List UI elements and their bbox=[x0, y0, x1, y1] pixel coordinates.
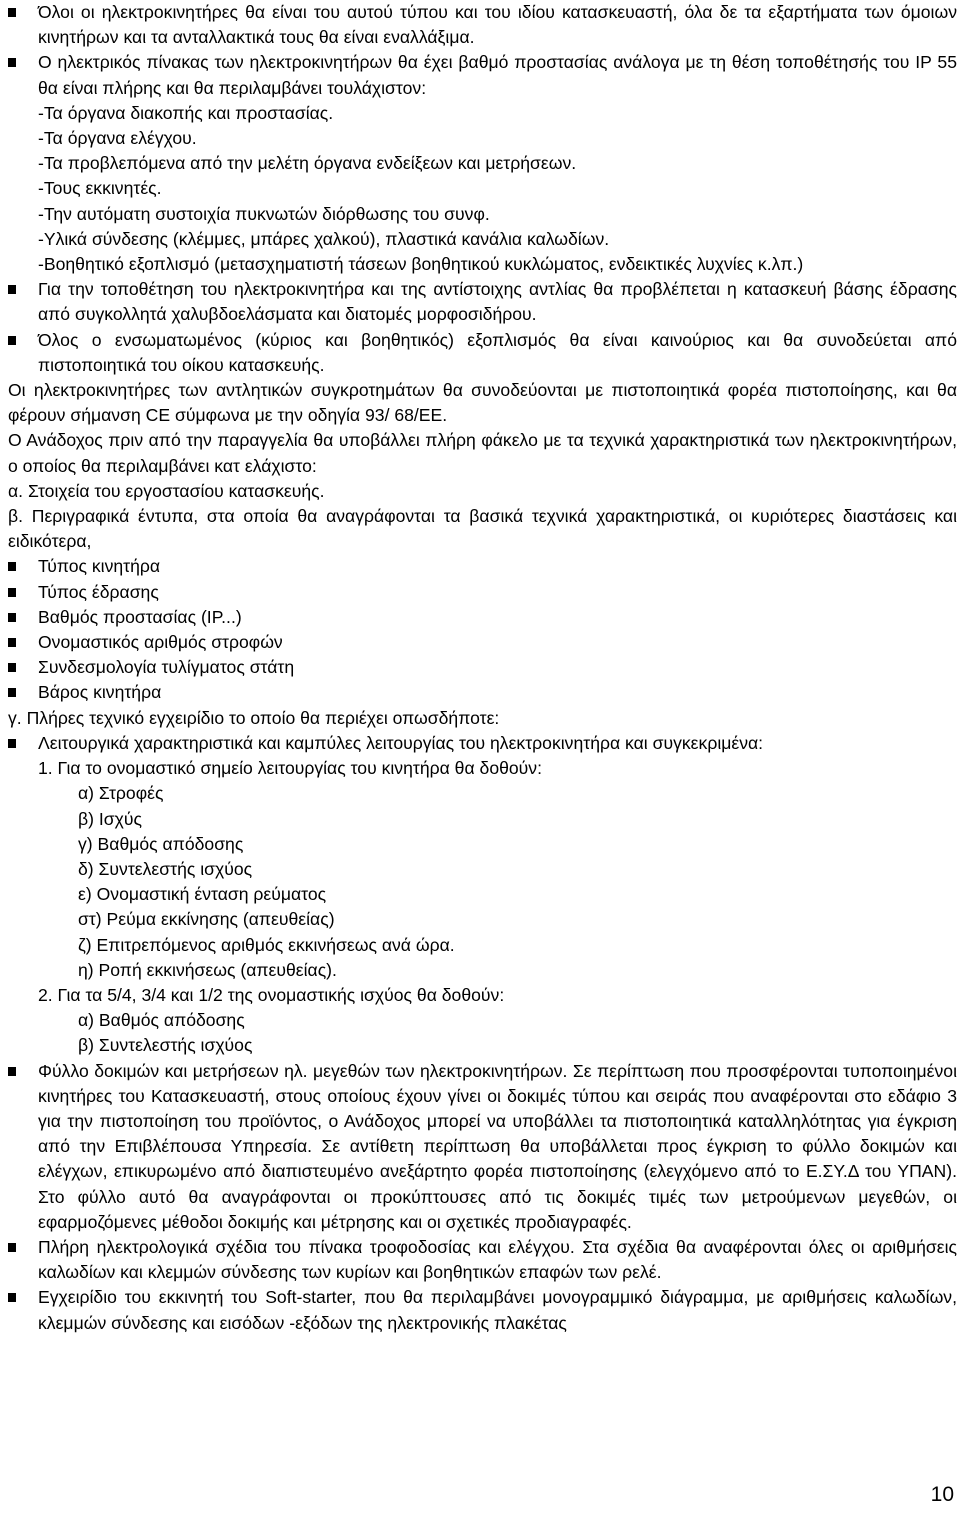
bullet-test-sheet: Φύλλο δοκιμών και μετρήσεων ηλ. μεγεθών των ηλεκτροκινητήρων. Σε περίπτωση που προσφέρονται τυποποιημένοι κινητήρες του Κατασκευαστή, στους οποίους έχουν γίνει οι δοκιμές τύπου και σειράς που αναφέρονται στο εδάφιο 3 για την πιστοποίηση του προϊόντος, ο Ανάδοχος μπορεί να υποβάλλει τα πιστοποιητικά καταλληλότητας για έγκριση από την Επιβλέπουσα Υπηρεσία. Σε αντίθετη περίπτωση θα υποβάλλεται προς έγκριση το φύλλο δοκιμών και ελέγχων, επικυρωμένο από διαπιστευμένο ανεξάρτητο φορέα πιστοποίησης (ελεγχόμενο από το Ε.ΣΥ.Δ του ΥΠΑΝ). Στο φύλλο αυτό θα αναγράφονται οι προκύπτουσες από τις δοκιμές τιμές των μετρούμενων μεγεθών, οι εφαρμοζόμενες μέθοδοι δοκιμής και μέτρησης και οι σχετικές προδιαγραφές. bbox=[8, 1059, 957, 1235]
bullet-new-equipment: Όλος ο ενσωματωμένος (κύριος και βοηθητικός) εξοπλισμός θα είναι καινούριος και θα συνοδεύεται από πιστοποιητικά του οίκου κατασκευής. bbox=[8, 328, 957, 378]
sub-item: η) Ροπή εκκινήσεως (απευθείας). bbox=[78, 959, 337, 980]
item-b: β. Περιγραφικά έντυπα, στα οποία θα αναγράφονται τα βασικά τεχνικά χαρακτηριστικά, οι κυριότερες διαστάσεις και ειδικότερα, bbox=[8, 506, 957, 552]
sub-item: στ) Ρεύμα εκκίνησης (απευθείας) bbox=[78, 909, 335, 930]
sub-item: ε) Ονομαστική ένταση ρεύματος bbox=[78, 884, 327, 905]
page-number: 10 bbox=[930, 1483, 954, 1506]
square-bullet-icon bbox=[8, 1067, 16, 1076]
panel-item: -Τα όργανα διακοπής και προστασίας. bbox=[38, 102, 334, 123]
panel-item: -Την αυτόματη συστοιχία πυκνωτών διόρθωσης του συνφ. bbox=[38, 203, 490, 224]
sub-item: α) Στροφές bbox=[78, 783, 164, 804]
item-c: γ. Πλήρες τεχνικό εγχειρίδιο το οποίο θα περιέχει οπωσδήποτε: bbox=[8, 707, 500, 728]
sub-item: γ) Βαθμός απόδοσης bbox=[78, 833, 244, 854]
numbered-item-2: 2. Για τα 5/4, 3/4 και 1/2 της ονομαστικής ισχύος θα δοθούν: bbox=[38, 984, 505, 1005]
bullet-motors-same-type: Όλοι οι ηλεκτροκινητήρες θα είναι του αυτού τύπου και του ιδίου κατασκευαστή, όλα δε τα εξαρτήματα των όμοιων κινητήρων και τα ανταλλακτικά τους θα είναι εναλλάξιμα. bbox=[8, 0, 957, 50]
sub-item: ζ) Επιτρεπόμενος αριθμός εκκινήσεως ανά ώρα. bbox=[78, 934, 455, 955]
bullet-soft-starter-manual: Εγχειρίδιο του εκκινητή του Soft-starter, που θα περιλαμβάνει μονογραμμικό διάγραμμα, με αριθμήσεις καλωδίων, κλεμμών σύνδεσης και εισόδων -εξόδων της ηλεκτρονικής πλακέτας bbox=[8, 1285, 957, 1335]
panel-item: -Τα όργανα ελέγχου. bbox=[38, 128, 197, 149]
square-bullet-icon bbox=[8, 613, 16, 622]
sub-item: δ) Συντελεστής ισχύος bbox=[78, 858, 253, 879]
spec-bullet: Τύπος κινητήρα bbox=[8, 554, 957, 579]
square-bullet-icon bbox=[8, 562, 16, 571]
bullet-electrical-drawings: Πλήρη ηλεκτρολογικά σχέδια του πίνακα τροφοδοσίας και ελέγχου. Στα σχέδια θα αναφέρονται όλες οι αριθμήσεις καλωδίων και κλεμμών σύνδεσης των κυρίων και βοηθητικών επαφών των ρελέ. bbox=[8, 1235, 957, 1285]
square-bullet-icon bbox=[8, 688, 16, 697]
panel-item: -Τα προβλεπόμενα από την μελέτη όργανα ενδείξεων και μετρήσεων. bbox=[38, 153, 577, 174]
numbered-item-1: 1. Για το ονομαστικό σημείο λειτουργίας του κινητήρα θα δοθούν: bbox=[38, 758, 542, 779]
spec-bullet: Συνδεσμολογία τυλίγματος στάτη bbox=[8, 655, 957, 680]
square-bullet-icon bbox=[8, 285, 16, 294]
square-bullet-icon bbox=[8, 1243, 16, 1252]
bullet-electrical-panel: Ο ηλεκτρικός πίνακας των ηλεκτροκινητήρων θα έχει βαθμό προστασίας ανάλογα με τη θέση τοποθέτησής του IP 55 θα είναι πλήρης και θα περιλαμβάνει τουλάχιστον: bbox=[8, 50, 957, 100]
sub-item: α) Βαθμός απόδοσης bbox=[78, 1010, 245, 1031]
sub-item: β) Συντελεστής ισχύος bbox=[78, 1035, 253, 1056]
sub-item: β) Ισχύς bbox=[78, 808, 142, 829]
item-a: α. Στοιχεία του εργοστασίου κατασκευής. bbox=[8, 480, 325, 501]
square-bullet-icon bbox=[8, 638, 16, 647]
bullet-operating-characteristics: Λειτουργικά χαρακτηριστικά και καμπύλες λειτουργίας του ηλεκτροκινητήρα και συγκεκριμένα: bbox=[8, 731, 957, 756]
panel-item: -Βοηθητικό εξοπλισμό (μετασχηματιστή τάσεων βοηθητικού κυκλώματος, ενδεικτικές λυχνίες κ.λπ.) bbox=[38, 254, 804, 275]
square-bullet-icon bbox=[8, 1293, 16, 1302]
square-bullet-icon bbox=[8, 663, 16, 672]
square-bullet-icon bbox=[8, 58, 16, 67]
square-bullet-icon bbox=[8, 588, 16, 597]
spec-bullet: Βάρος κινητήρα bbox=[8, 680, 957, 705]
panel-item: -Τους εκκινητές. bbox=[38, 178, 162, 199]
bullet-motor-base: Για την τοποθέτηση του ηλεκτροκινητήρα και της αντίστοιχης αντλίας θα προβλέπεται η κατασκευή βάσης έδρασης από συγκολλητά χαλυβδοελάσματα και διατομές μορφοσιδήρου. bbox=[8, 277, 957, 327]
document-body bbox=[8, 0, 957, 1336]
square-bullet-icon bbox=[8, 336, 16, 345]
spec-bullet: Τύπος έδρασης bbox=[8, 580, 957, 605]
panel-item: -Υλικά σύνδεσης (κλέμμες, μπάρες χαλκού), πλαστικά κανάλια καλωδίων. bbox=[38, 228, 610, 249]
square-bullet-icon bbox=[8, 8, 16, 17]
square-bullet-icon bbox=[8, 739, 16, 748]
paragraph-ce-marking: Οι ηλεκτροκινητήρες των αντλητικών συγκροτημάτων θα συνοδεύονται με πιστοποιητικά φορέα πιστοποίησης, και θα φέρουν σήμανση CE σύμφωνα με την οδηγία 93/ 68/ΕΕ. bbox=[8, 380, 957, 426]
spec-bullet: Ονομαστικός αριθμός στροφών bbox=[8, 630, 957, 655]
paragraph-contractor-file: Ο Ανάδοχος πριν από την παραγγελία θα υποβάλλει πλήρη φάκελο με τα τεχνικά χαρακτηριστικά των ηλεκτροκινητήρων, ο οποίος θα περιλαμβάνει κατ ελάχιστο: bbox=[8, 430, 957, 476]
spec-bullet: Βαθμός προστασίας (IP...) bbox=[8, 605, 957, 630]
